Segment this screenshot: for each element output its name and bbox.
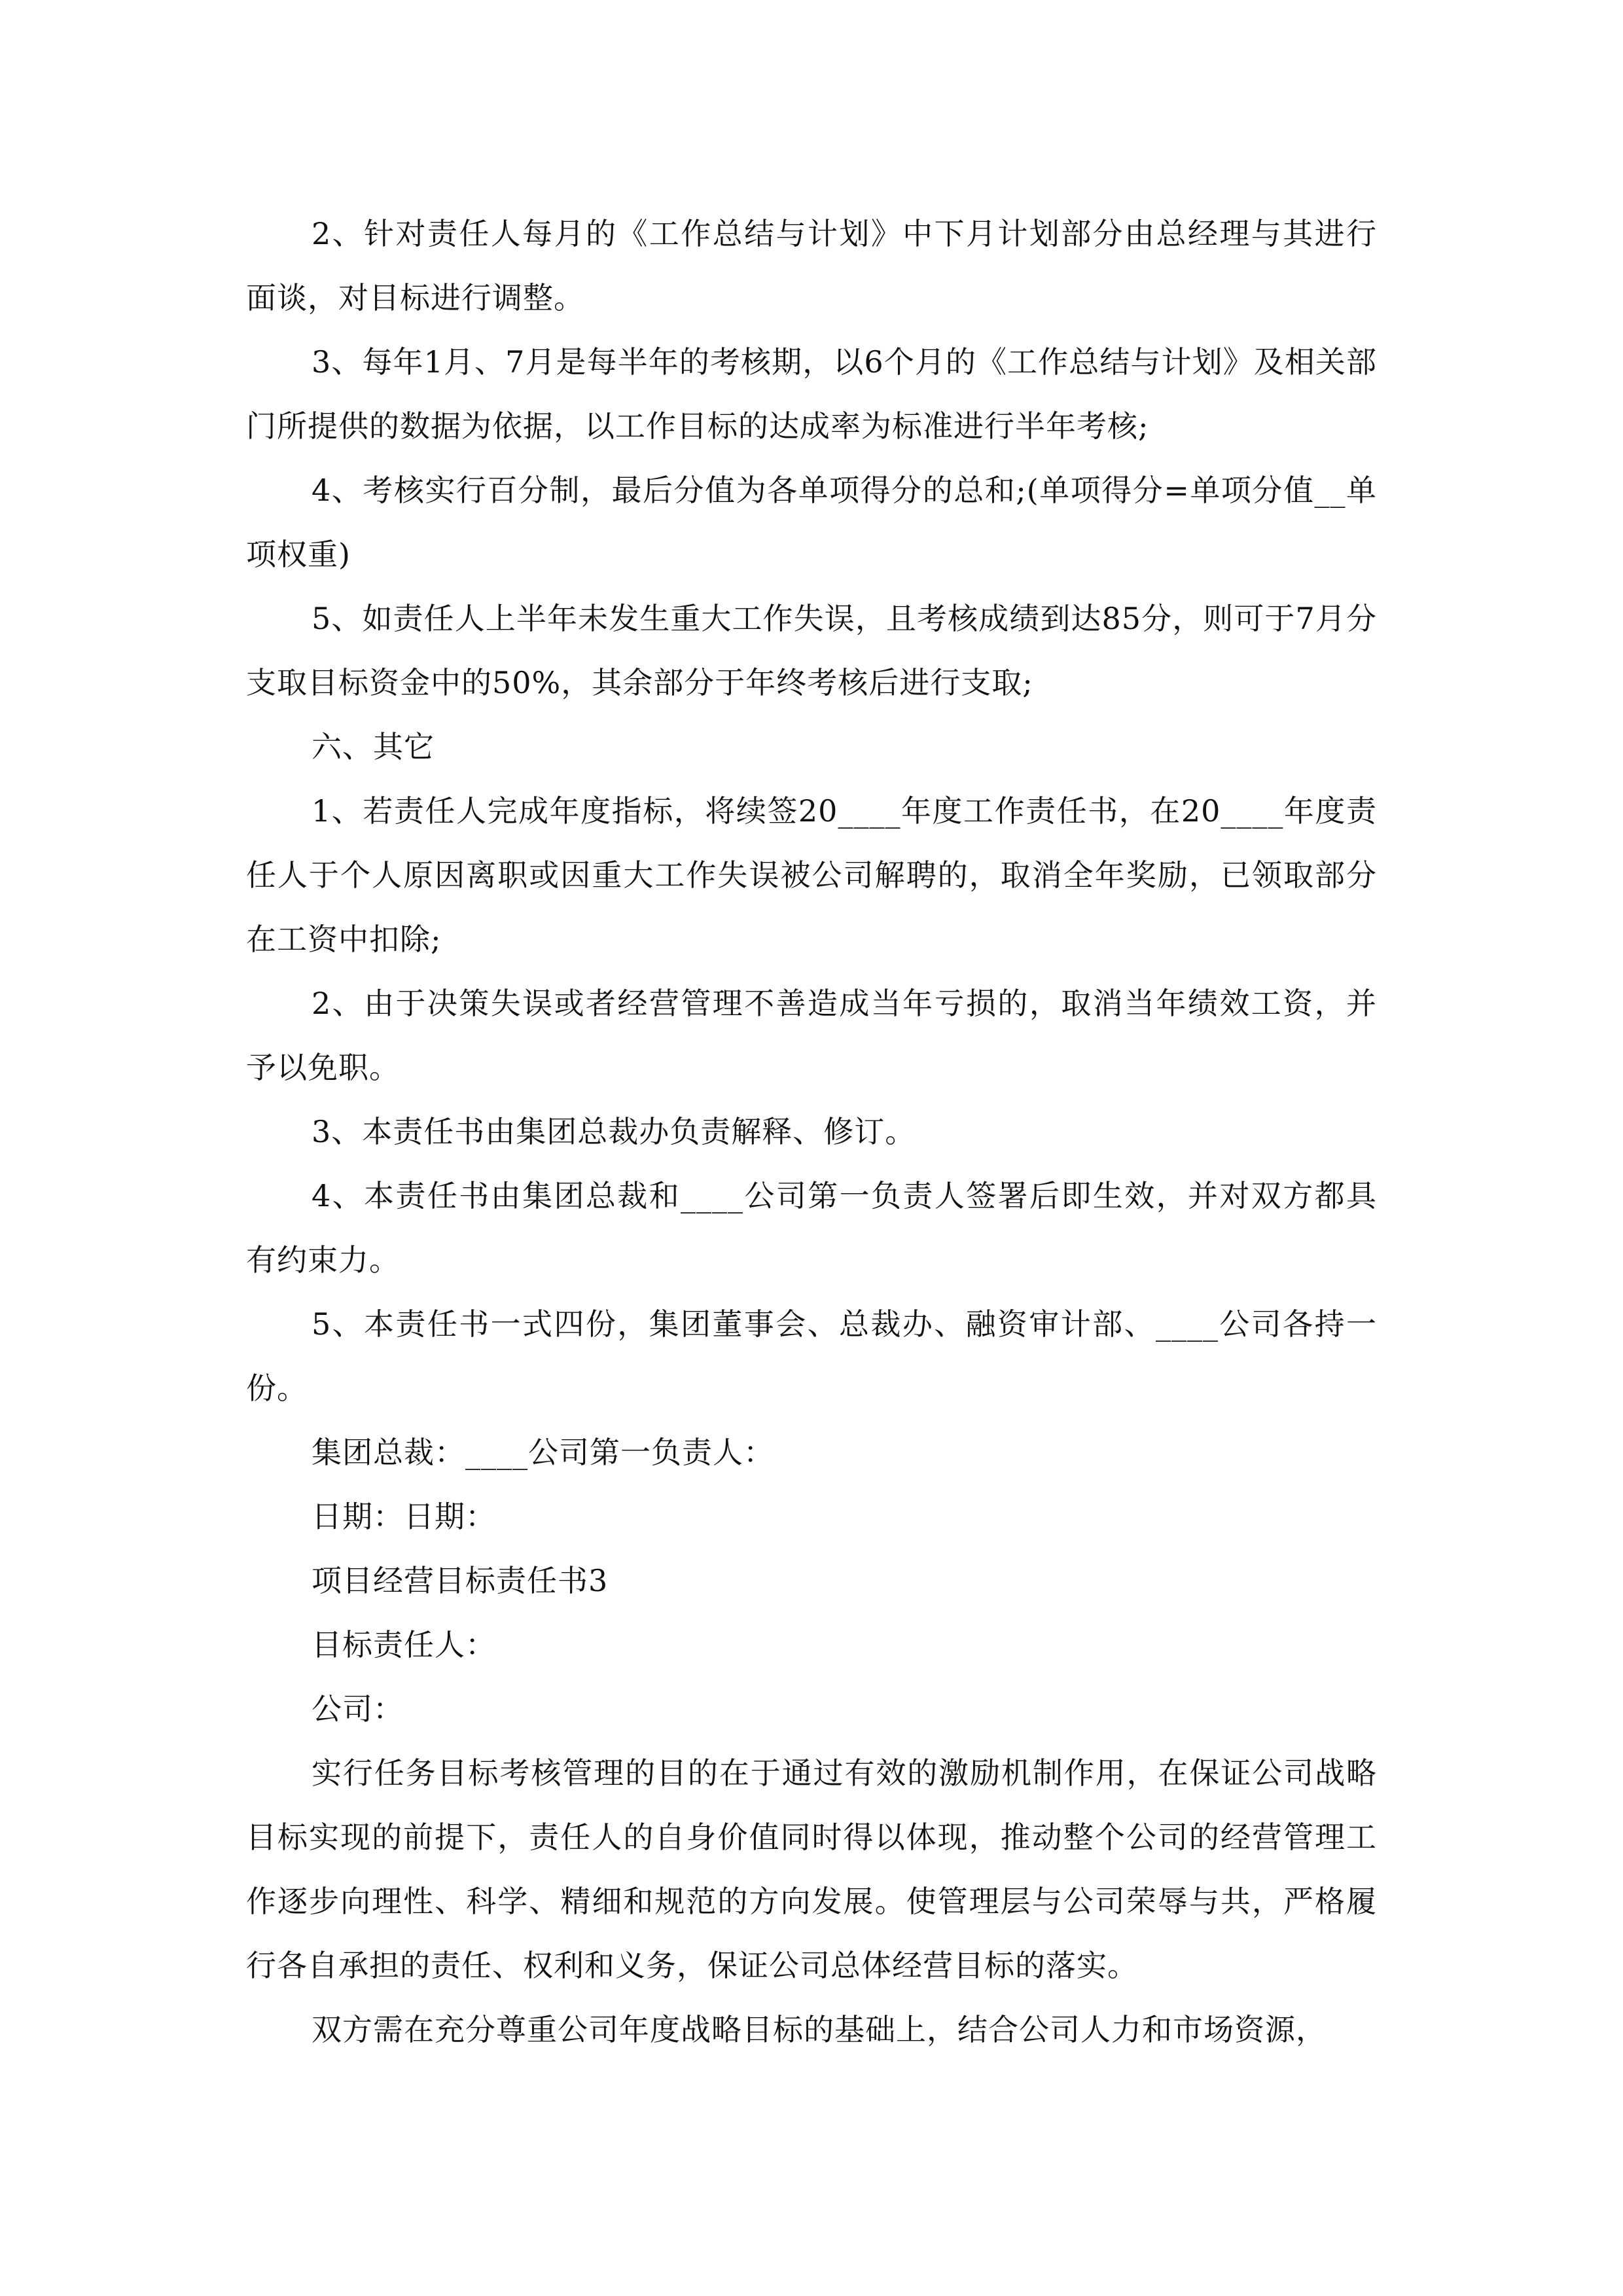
paragraph-others-4: 4、本责任书由集团总裁和____公司第一负责人签署后即生效，并对双方都具有约束力。 <box>246 1178 1377 1278</box>
paragraph-others-1: 1、若责任人完成年度指标，将续签20____年度工作责任书，在20____年度责任人于个人原因离职或因重大工作失误被公司解聘的，取消全年奖励，已领取部分在工资中扣除; <box>246 793 1377 957</box>
section-heading-others: 六、其它 <box>312 729 435 764</box>
document-body <box>246 202 1377 2062</box>
paragraph-basis: 双方需在充分尊重公司年度战略目标的基础上，结合公司人力和市场资源， <box>312 2012 1327 2047</box>
paragraph-others-5: 5、本责任书一式四份，集团董事会、总裁办、融资审计部、____公司各持一份。 <box>246 1306 1377 1406</box>
target-responsible-person: 目标责任人： <box>312 1627 496 1662</box>
paragraph-others-2: 2、由于决策失误或者经营管理不善造成当年亏损的，取消当年绩效工资，并予以免职。 <box>246 986 1377 1085</box>
company-field: 公司： <box>312 1691 404 1727</box>
paragraph-5-bonus-payment: 5、如责任人上半年未发生重大工作失误，且考核成绩到达85分，则可于7月分支取目标资金中的50%，其余部分于年终考核后进行支取; <box>246 601 1377 700</box>
signature-line: 集团总裁：____公司第一负责人： <box>312 1435 774 1470</box>
paragraph-2-monthly-plan: 2、针对责任人每月的《工作总结与计划》中下月计划部分由总经理与其进行面谈，对目标进行调整。 <box>246 216 1377 315</box>
date-line: 日期：日期： <box>312 1499 496 1534</box>
paragraph-others-3: 3、本责任书由集团总裁办负责解释、修订。 <box>312 1114 916 1149</box>
paragraph-3-half-year-review: 3、每年1月、7月是每半年的考核期，以6个月的《工作总结与计划》及相关部门所提供的数据为依据，以工作目标的达成率为标准进行半年考核; <box>246 344 1377 444</box>
document-title-3: 项目经营目标责任书3 <box>312 1563 609 1598</box>
paragraph-purpose: 实行任务目标考核管理的目的在于通过有效的激励机制作用，在保证公司战略目标实现的前提下，责任人的自身价值同时得以体现，推动整个公司的经营管理工作逐步向理性、科学、精细和规范的方向发展。使管理层与公司荣辱与共，严格履行各自承担的责任、权利和义务，保证公司总体经营目标的落实。 <box>246 1755 1377 1983</box>
paragraph-4-scoring: 4、考核实行百分制，最后分值为各单项得分的总和;(单项得分=单项分值__单项权重) <box>246 473 1377 572</box>
